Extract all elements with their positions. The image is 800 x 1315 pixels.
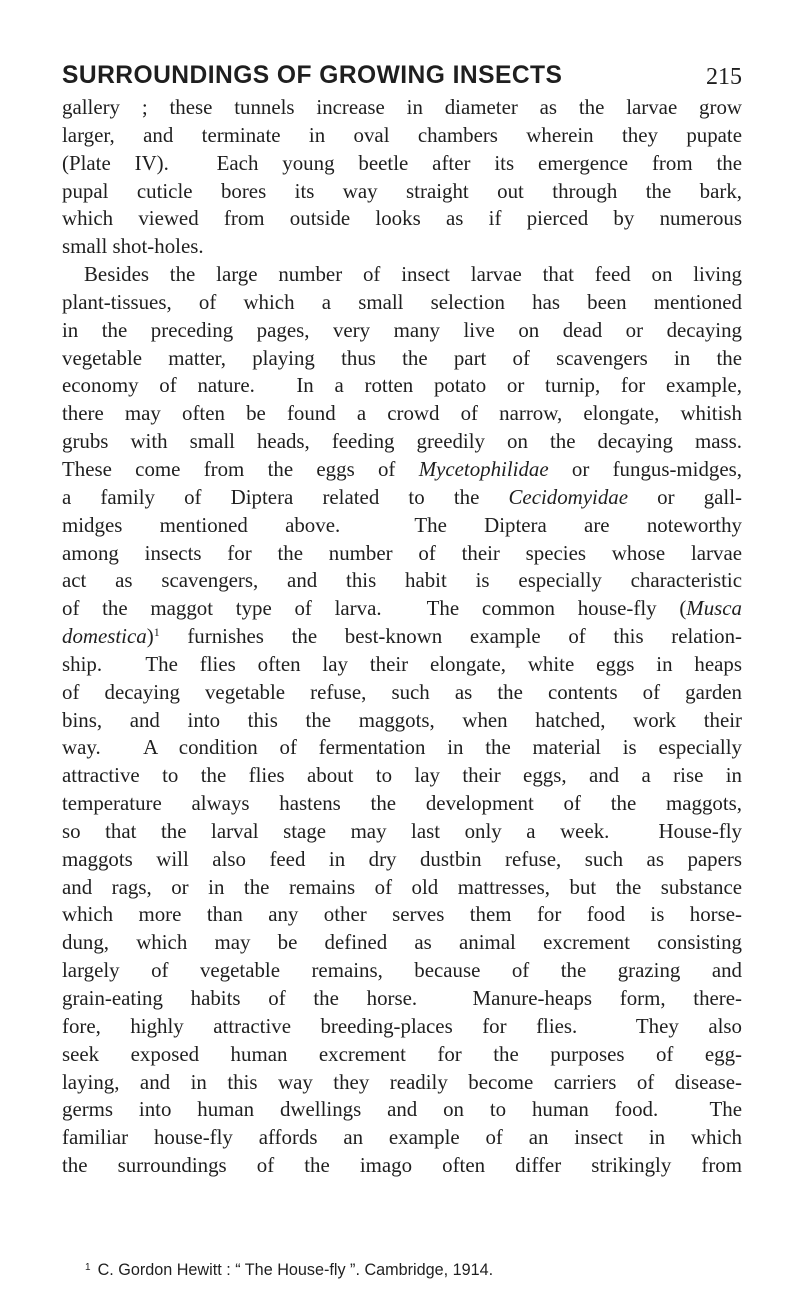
text-line [62,874,742,902]
text-run: laying, and in this way they readily become carriers of disease- [62,1069,742,1094]
text-run: attractive to the flies about to lay their eggs, and a rise in [62,763,742,788]
text-run: temperature always hastens the development of the maggots, [62,791,742,816]
text-line [62,957,742,985]
text-run: grain-eating habits of the horse. Manure-heaps form, there- [62,986,742,1010]
footnote-marker: 1 [85,1262,91,1273]
text-line [62,400,742,428]
text-run: of decaying vegetable refuse, such as the contents of garden [62,679,742,704]
text-run: These come from the eggs of [62,456,419,481]
text-run: the surroundings of the imago often differ strikingly from [62,1153,742,1178]
text-run: maggots will also feed in dry dustbin refuse, such as papers [62,846,742,871]
text-run: or fungus-midges, [548,456,742,481]
text-line [62,540,742,568]
text-run: Besides the large number of insect larvae that feed on living [84,262,742,287]
text-run: among insects for the number of their species whose larvae [62,540,742,565]
text-line [62,679,742,707]
footnote-reference: 1 [153,625,160,640]
italic-term: domestica [62,624,147,649]
text-line [62,623,742,651]
text-run: (Plate IV). Each young beetle after its emergence from the [62,150,742,175]
text-line [62,205,742,233]
text-run: of the maggot type of larva. The common house-fly ( [62,596,687,621]
footnote [85,1260,745,1280]
text-run: and rags, or in the remains of old mattresses, but the substance [62,874,742,899]
text-run: largely of vegetable remains, because of the grazing and [62,958,742,983]
text-line [62,233,742,261]
text-line [62,345,742,373]
text-line [62,651,742,679]
text-line [62,707,742,735]
text-line [62,1013,742,1041]
text-line [62,289,742,317]
text-run: which viewed from outside looks as if pierced by numerous [62,206,742,231]
text-line [62,512,742,540]
text-run: vegetable matter, playing thus the part of scavengers in the [62,345,742,370]
text-run: a family of Diptera related to the [62,484,509,509]
text-run: so that the larval stage may last only a week. House-fly [62,818,742,843]
text-run: seek exposed human excrement for the purposes of egg- [62,1041,742,1066]
text-line [62,595,742,623]
text-run: familiar house-fly affords an example of an insect in which [62,1125,742,1150]
text-run: which more than any other serves them for food is horse- [62,902,742,927]
text-line [62,456,742,484]
text-line [62,428,742,456]
text-run: or gall- [628,484,742,509]
body-text [62,94,742,1180]
text-run: fore, highly attractive breeding-places for flies. They also [62,1013,742,1038]
text-line [62,1096,742,1124]
text-line [62,762,742,790]
text-line [62,261,742,289]
text-run: small shot-holes. [62,234,204,259]
text-run: act as scavengers, and this habit is especially characteristic [62,568,742,593]
footnote-text: C. Gordon Hewitt : “ The House-fly ”. Cambridge, 1914. [97,1261,494,1279]
text-run: furnishes the best-known example of this relation- [159,624,742,649]
text-line [62,94,742,122]
text-line [62,929,742,957]
text-line [62,818,742,846]
text-line [62,567,742,595]
text-run: midges mentioned above. The Diptera are noteworthy [62,512,742,537]
text-run: ship. The flies often lay their elongate, white eggs in heaps [62,651,742,676]
page-number: 215 [706,64,742,90]
italic-term: Musca [686,596,742,621]
text-line [62,372,742,400]
italic-term: Mycetophilidae [418,456,549,481]
text-run: grubs with small heads, feeding greedily on the decaying mass. [62,429,742,454]
text-run: bins, and into this the maggots, when hatched, work their [62,707,742,732]
running-title: SURROUNDINGS OF GROWING INSECTS [62,62,563,89]
text-line [62,1069,742,1097]
text-run: germs into human dwellings and on to human food. The [62,1097,742,1122]
text-run: dung, which may be defined as animal excrement consisting [62,930,742,955]
text-line [62,846,742,874]
text-run: ) [146,624,154,649]
text-run: economy of nature. In a rotten potato or turnip, for example, [62,373,742,398]
text-line [62,484,742,512]
text-line [62,1124,742,1152]
text-run: way. A condition of fermentation in the material is especially [62,735,742,760]
text-line [62,122,742,150]
text-line [62,790,742,818]
text-line [62,317,742,345]
text-run: plant-tissues, of which a small selection has been mentioned [62,289,742,314]
text-run: there may often be found a crowd of narrow, elongate, whitish [62,401,742,426]
text-run: pupal cuticle bores its way straight out through the bark, [62,178,742,203]
text-run: gallery ; these tunnels increase in diameter as the larvae grow [62,95,742,119]
text-line [62,985,742,1013]
italic-term: Cecidomyidae [508,484,628,509]
text-line [62,1041,742,1069]
text-line [62,734,742,762]
text-line [62,901,742,929]
text-run: larger, and terminate in oval chambers wherein they pupate [62,122,742,147]
text-line [62,150,742,178]
text-line [62,178,742,206]
text-line [62,1152,742,1180]
text-run: in the preceding pages, very many live on dead or decaying [62,317,742,342]
